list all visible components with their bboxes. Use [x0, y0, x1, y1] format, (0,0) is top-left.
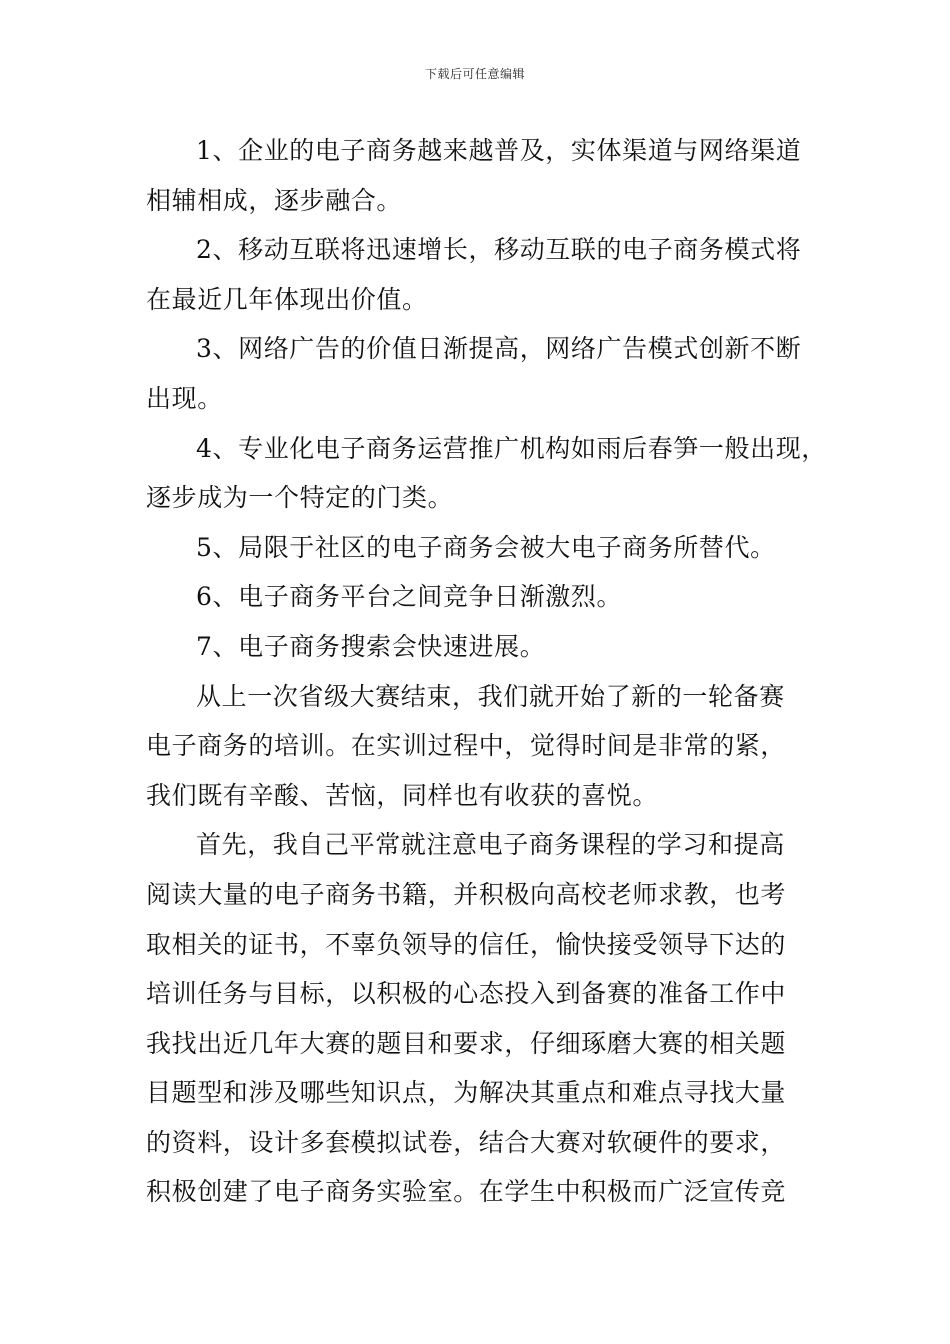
text-line: 5、局限于社区的电子商务会被大电子商务所替代。	[196, 532, 776, 562]
text-line: 电子商务的培训。在实训过程中，觉得时间是非常的紧，	[146, 731, 787, 761]
text-line: 从上一次省级大赛结束，我们就开始了新的一轮备赛	[196, 681, 785, 711]
text-line: 培训任务与目标，以积极的心态投入到备赛的准备工作中	[146, 979, 787, 1009]
text-line: 相辅相成，逐步融合。	[146, 185, 403, 215]
text-line: 1、企业的电子商务越来越普及，实体渠道与网络渠道	[196, 136, 802, 165]
text-line: 7、电子商务搜索会快速进展。	[196, 631, 546, 661]
text-line: 逐步成为一个特定的门类。	[146, 483, 454, 513]
text-line: 3、网络广告的价值日渐提高，网络广告模式创新不断	[196, 334, 802, 364]
text-line: 积极创建了电子商务实验室。在学生中积极而广泛宣传竞	[146, 1177, 787, 1207]
text-line: 我们既有辛酸、苦恼，同样也有收获的喜悦。	[146, 780, 659, 810]
text-line: 首先，我自己平常就注意电子商务课程的学习和提高	[196, 830, 785, 860]
text-line: 出现。	[146, 383, 223, 413]
text-line: 取相关的证书，不辜负领导的信任，愉快接受领导下达的	[146, 929, 787, 959]
text-line: 在最近几年体现出价值。	[146, 284, 428, 314]
text-line: 的资料，设计多套模拟试卷，结合大赛对软硬件的要求，	[146, 1127, 787, 1157]
page-header: 下载后可任意编辑	[424, 67, 525, 81]
text-line: 2、移动互联将迅速增长，移动互联的电子商务模式将	[196, 235, 802, 265]
text-line: 6、电子商务平台之间竞争日渐激烈。	[196, 582, 623, 612]
text-line: 目题型和涉及哪些知识点，为解决其重点和难点寻找大量	[146, 1078, 787, 1108]
text-line: 阅读大量的电子商务书籍，并积极向高校老师求教，也考	[146, 879, 787, 909]
document-body	[146, 126, 827, 1217]
text-line: 我找出近几年大赛的题目和要求，仔细琢磨大赛的相关题	[146, 1028, 787, 1058]
text-line: 4、专业化电子商务运营推广机构如雨后春笋一般出现，	[196, 433, 827, 463]
